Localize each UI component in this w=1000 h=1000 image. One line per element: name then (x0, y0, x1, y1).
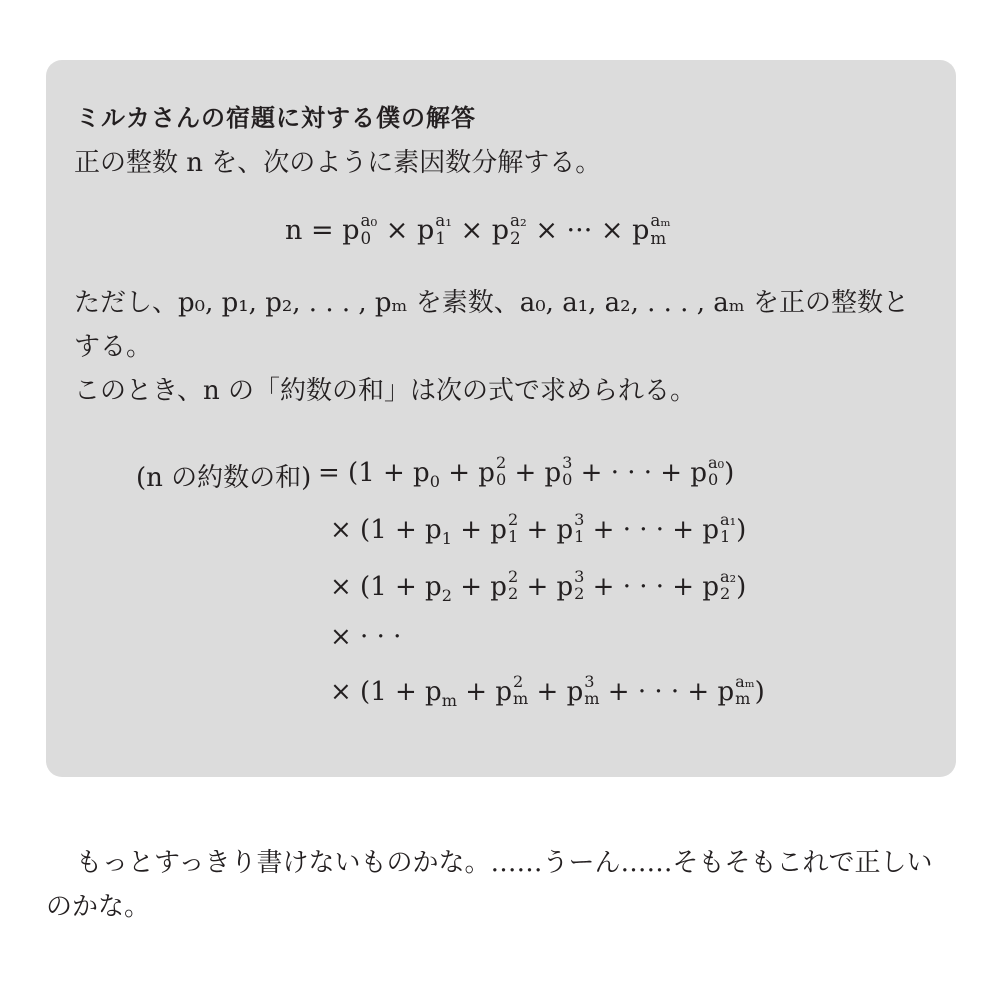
divisor-sum-dots-row: × · · · (330, 622, 402, 652)
divisor-sum-row: = ($1 + p_0 + p$ 2 0 + p 3 0 + · · · + p a₀ 0 ) (318, 453, 735, 492)
condition-line-1: ただし、p₀, p₁, p₂, . . . , pₘ を素数、a₀, a₁, a₂, . . . , aₘ を正の整数と (74, 288, 909, 318)
condition-line-2: する。 (74, 332, 153, 362)
factorization-equation: n = p a₀ 0 × p a₁ 1 × p a₂ 2 × ··· × p aₘ m (285, 210, 671, 248)
divisor-sum-row: × ($1 + p_1 + p$ 2 1 + p 3 1 + · · · + p a₁ 1 ) (330, 510, 747, 549)
divisor-sum-row: × ($1 + p_m + p$ 2 m + p 3 m + · · · + p aₘ m ) (330, 672, 765, 711)
divisor-sum-row: × ($1 + p_2 + p$ 2 2 + p 3 2 + · · · + p a₂ 2 ) (330, 567, 747, 606)
answer-heading: ミルカさんの宿題に対する僕の解答 (76, 104, 476, 132)
narration-line-2: のかな。 (46, 892, 151, 922)
narration-line-1: もっとすっきり書けないものかな。……うーん……そもそもこれで正しい (76, 848, 933, 878)
intro-text: 正の整数 n を、次のように素因数分解する。 (74, 148, 602, 178)
factor-term: p a₁ 1 (416, 210, 452, 248)
factor-term: p a₀ 0 (342, 210, 378, 248)
factor-term: p a₂ 2 (491, 210, 527, 248)
formula-intro: このとき、n の「約数の和」は次の式で求められる。 (74, 376, 696, 406)
divisor-sum-label: (n の約数の和) (136, 463, 312, 493)
factor-term: p aₘ m (632, 210, 671, 248)
